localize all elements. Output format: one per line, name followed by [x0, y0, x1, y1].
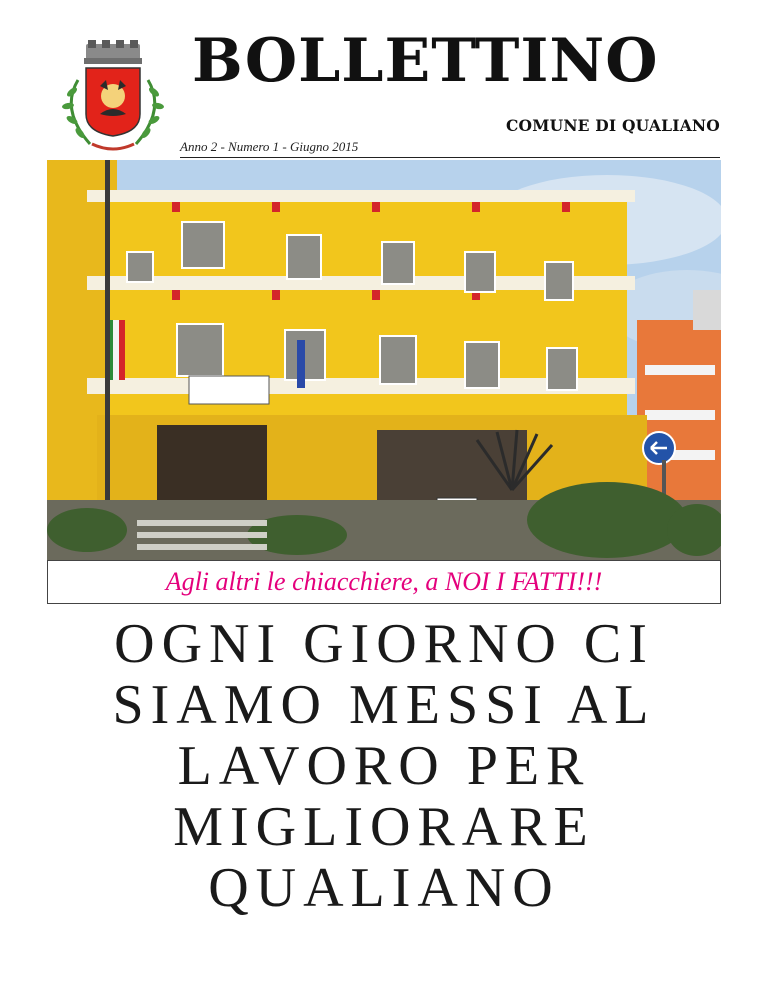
headline-line: LAVORO PER [177, 735, 591, 797]
headline-line: OGNI GIORNO CI [114, 613, 654, 675]
municipality-name: COMUNE DI QUALIANO [506, 116, 720, 135]
headline-line: MIGLIORARE [173, 796, 595, 858]
masthead-title: BOLLETTINO [192, 26, 659, 96]
headline-line: SIAMO MESSI AL [112, 674, 656, 736]
headline [40, 614, 728, 919]
town-hall-photo [47, 160, 721, 560]
slogan-text: Agli altri le chiacchiere, a NOI I FATTI!!! [165, 567, 603, 596]
coat-of-arms-icon [48, 40, 178, 158]
header-divider [180, 157, 720, 158]
issue-info: Anno 2 - Numero 1 - Giugno 2015 [180, 139, 359, 154]
headline-line: QUALIANO [208, 857, 560, 919]
slogan-banner [47, 560, 721, 604]
